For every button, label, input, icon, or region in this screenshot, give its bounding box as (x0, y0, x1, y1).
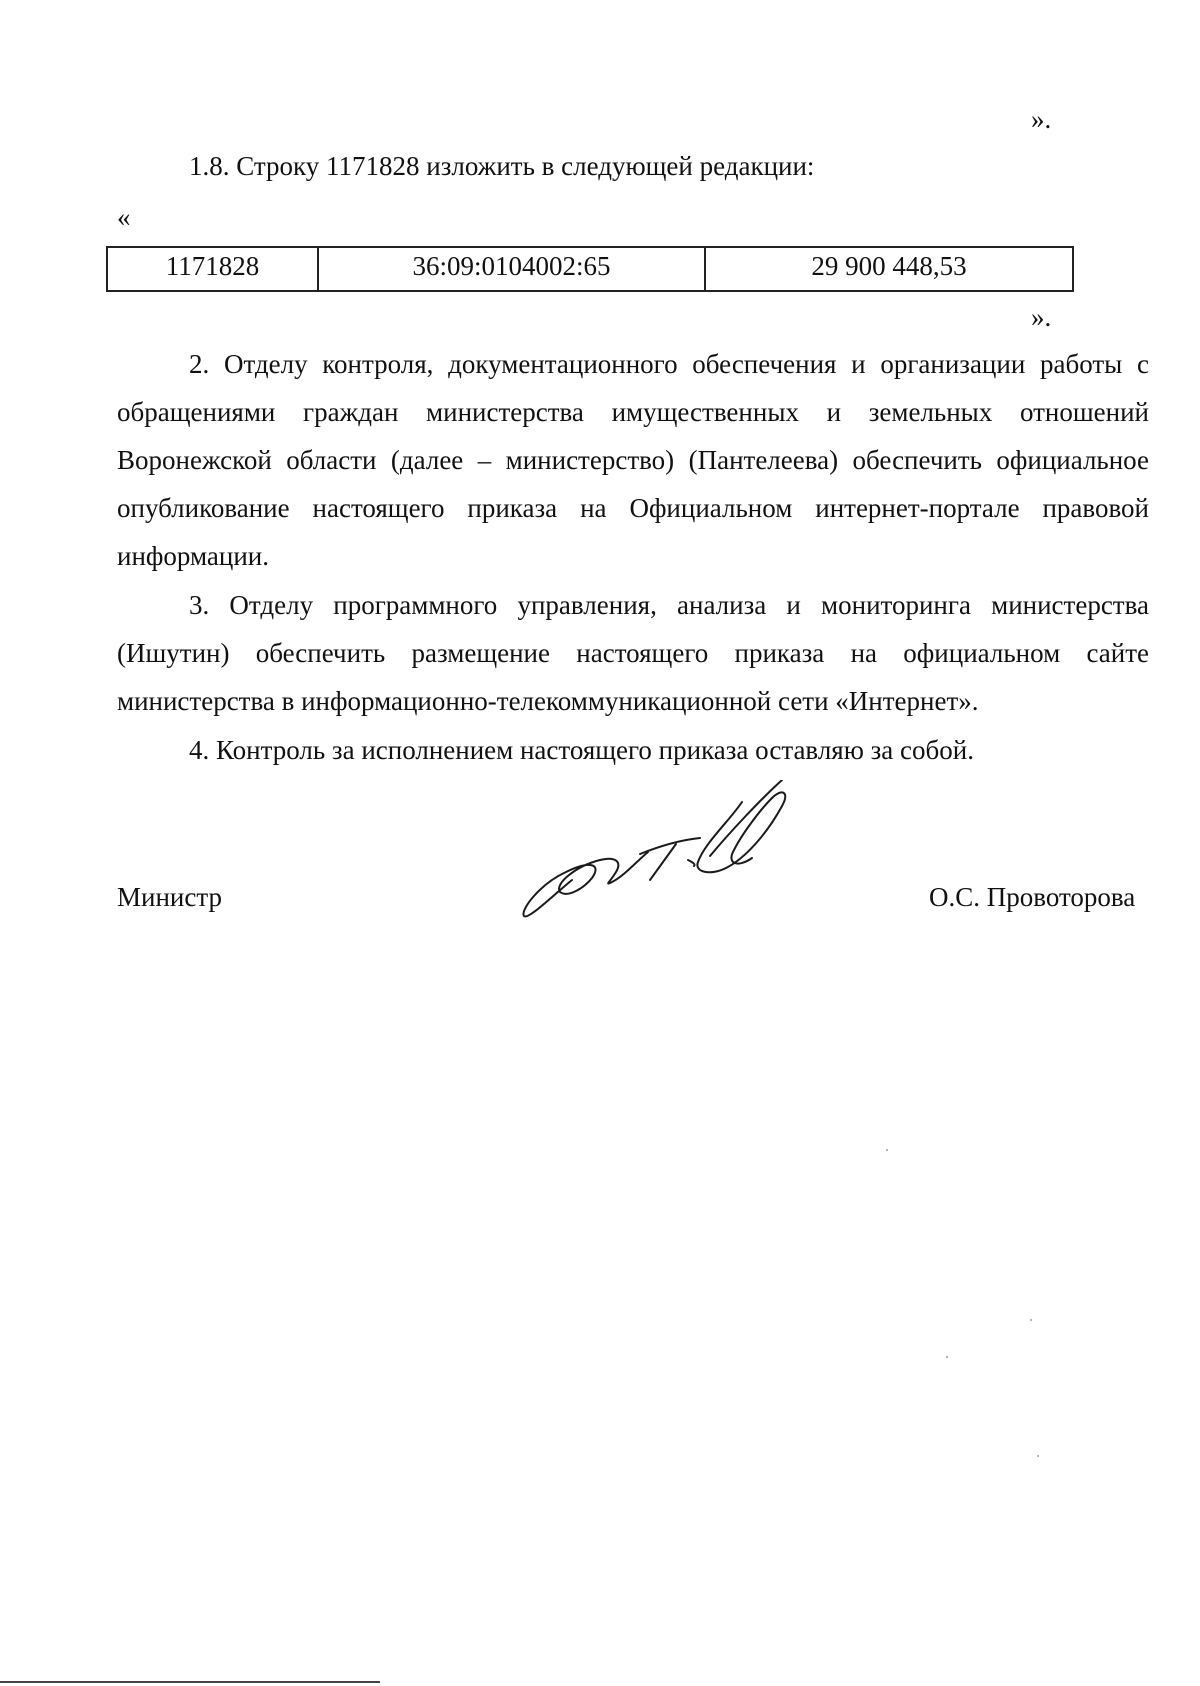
scan-speck (886, 1149, 888, 1151)
replacement-row-table (106, 246, 1074, 292)
closing-quote-after-table: ». (1031, 302, 1052, 332)
opening-quote: « (117, 202, 131, 232)
item-1-8-heading: 1.8. Строку 1171828 изложить в следующей редакции: (189, 151, 815, 181)
table-cell-row-number: 1171828 (108, 248, 319, 290)
signatory-name: О.С. Провоторова (929, 882, 1136, 912)
handwritten-signature (520, 780, 820, 930)
scan-speck (1037, 1455, 1039, 1457)
position-title: Министр (117, 882, 222, 912)
table-cell-cadastral-number: 36:09:0104002:65 (319, 248, 706, 290)
table-cell-cadastral-value: 29 900 448,53 (811, 251, 967, 281)
paragraph-3: 3. Отделу программного управления, анализа и мониторинга министерства (Ишутин) обеспечить размещение настоящего приказа на официальном сайте министерства в информационно-телекоммуникационной сети «Интернет». (117, 590, 1149, 716)
paragraph-2: 2. Отделу контроля, документационного обеспечения и организации работы с обращениями граждан министерства имущественных и земельных отношений Воронежской области (далее – министерство) (Пантелеева) обеспечить официальное опубликование настоящего приказа на Официальном интернет-портале правовой информации. (117, 349, 1149, 571)
scan-speck (946, 1356, 948, 1358)
bottom-scan-edge-line (0, 1681, 380, 1683)
scan-speck (1030, 1319, 1032, 1321)
closing-quote-top: ». (1031, 104, 1052, 134)
paragraph-4: 4. Контроль за исполнением настоящего приказа оставляю за собой. (189, 735, 974, 765)
